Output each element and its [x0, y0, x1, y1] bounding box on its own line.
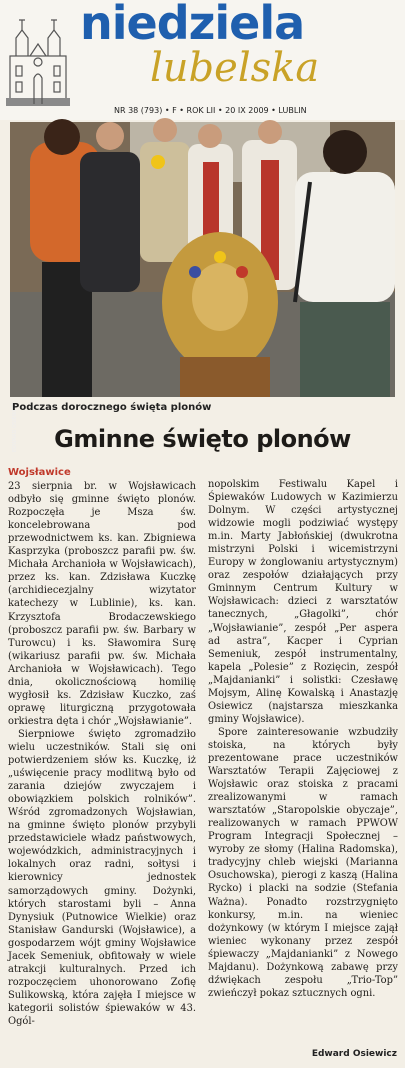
article-paragraph: Spore zainteresowanie wzbudziły stoiska, na których były prezentowane prace uczestników Warsztatów Terapii Zajęciowej z Wojsławic oraz stoiska z pracami zrealizowanymi w ramach warsztatów „Staropolskie obyczaje”, realizowanych w ramach PPWOW Program Integracji Społecznej – wyroby ze słomy (Halina Radomska), tradycyjny chleb wiejski (Marianna Osuchowska), pierogi z kaszą (Halina Rycko) i placki na sodzie (Stefania Ważna). Ponadto rozstrzygnięto konkursy, m.in. na wieniec dożynkowy (w którym I miejsce zajął wieniec wykonany przez zespół śpiewaczy „Majdanianki” z Nowego Majdanu). Dożynkową zabawę przy dźwiękach zespołu „Trio-Top” zwieńczył pokaz sztucznych ogni.	[208, 726, 398, 999]
article-paragraph: nopolskim Festiwalu Kapel i Śpiewaków Ludowych w Kazimierzu Dolnym. W części artystycznej widzowie mogli podziwiać występy m.in. Marty Jabłońskiej (dwukrotna mistrzyni Polski i wicemistrzyni Europy w żonglowaniu artystycznym) oraz zespołów działających przy Gminnym Centrum Kultury w Wojsławicach: dzieci z warsztatów tanecznych, „Głagolki”, chór „Wojsławianie”, zespół „Per aspera ad astra”, Kacper i Cyprian Semeniuk, zespół instrumentalny, kapela „Polesie” z Rozięcin, zespół „Majdanianki” i solistki: Czesławę Mojsym, Alinę Kowalską i Anastazję Osiewicz (najstarsza mieszkanka gminy Wojsławice).	[208, 479, 398, 725]
church-logo-icon	[4, 8, 72, 108]
article-column-right	[208, 478, 398, 1000]
photo-caption: Podczas dorocznego święta plonów	[12, 402, 212, 413]
article-place: Wojsławice	[8, 467, 71, 478]
masthead-subtitle: lubelska	[150, 45, 320, 91]
article-column-left	[8, 466, 196, 1028]
masthead-title: niedziela	[80, 0, 305, 50]
article-headline: Gminne święto plonów	[54, 425, 351, 453]
photo-credit: EDWARD OSIEWICZ	[12, 402, 18, 452]
issue-info: NR 38 (793) • F • ROK LII • 20 IX 2009 • LUBLIN	[114, 106, 307, 115]
masthead	[0, 0, 405, 120]
article-paragraph: 23 sierpnia br. w Wojsławicach odbyło się gminne święto plonów. Rozpoczęła je Msza św. koncelebrowana pod przewodnictwem ks. kan. Zbigniewa Kasprzyka (proboszcz parafii pw. św. Michała Archanioła w Wojsławicach), przez ks. kan. Zdzisława Kuczkę (archidiecezjalny wizytator katechezy w Lublinie), ks. kan. Krzysztofa Brodaczewskiego (proboszcz parafii pw. św. Barbary w Turowcu) i ks. Sławomira Surę (wikariusz parafii pw. św. Michała Archanioła w Wojsławicach). Tego dnia, okolicznościową homilię wygłosił ks. Zdzisław Kuczko, zaś oprawę liturgiczną przygotowała orkiestra dęta i chór „Wojsławianie”.	[8, 481, 196, 727]
article-paragraph: Sierpniowe święto zgromadziło wielu uczestników. Stali się oni potwierdzeniem słów ks. Kuczkę, iż „uświęcenie pracy modlitwą było od zarania dziejów zwyczajem i obowiązkiem polskich rolników”. Wśród zgromadzonych Wojsławian, na gminne święto plonów przybyli przedstawiciele władz państwowych, wojewódzkich, administracyjnych i lokalnych oraz radni, sołtysi i kierownicy jednostek samorządowych gminy. Dożynki, których starostami byli – Anna Dynysiuk (Putnowice Wielkie) oraz Stanisław Gandurski (Wojsławice), a gospodarzem wójt gminy Wojsławice Jacek Semeniuk, obfitowały w wiele atrakcji kulturalnych. Przed ich rozpoczęciem uhonorowano Zofię Sulikowską, która zajęła I miejsce w kategorii solistów śpiewaków w 43. Ogól-	[8, 728, 196, 1027]
photo-illustration	[10, 122, 395, 397]
article-author: Edward Osiewicz	[311, 1049, 397, 1059]
